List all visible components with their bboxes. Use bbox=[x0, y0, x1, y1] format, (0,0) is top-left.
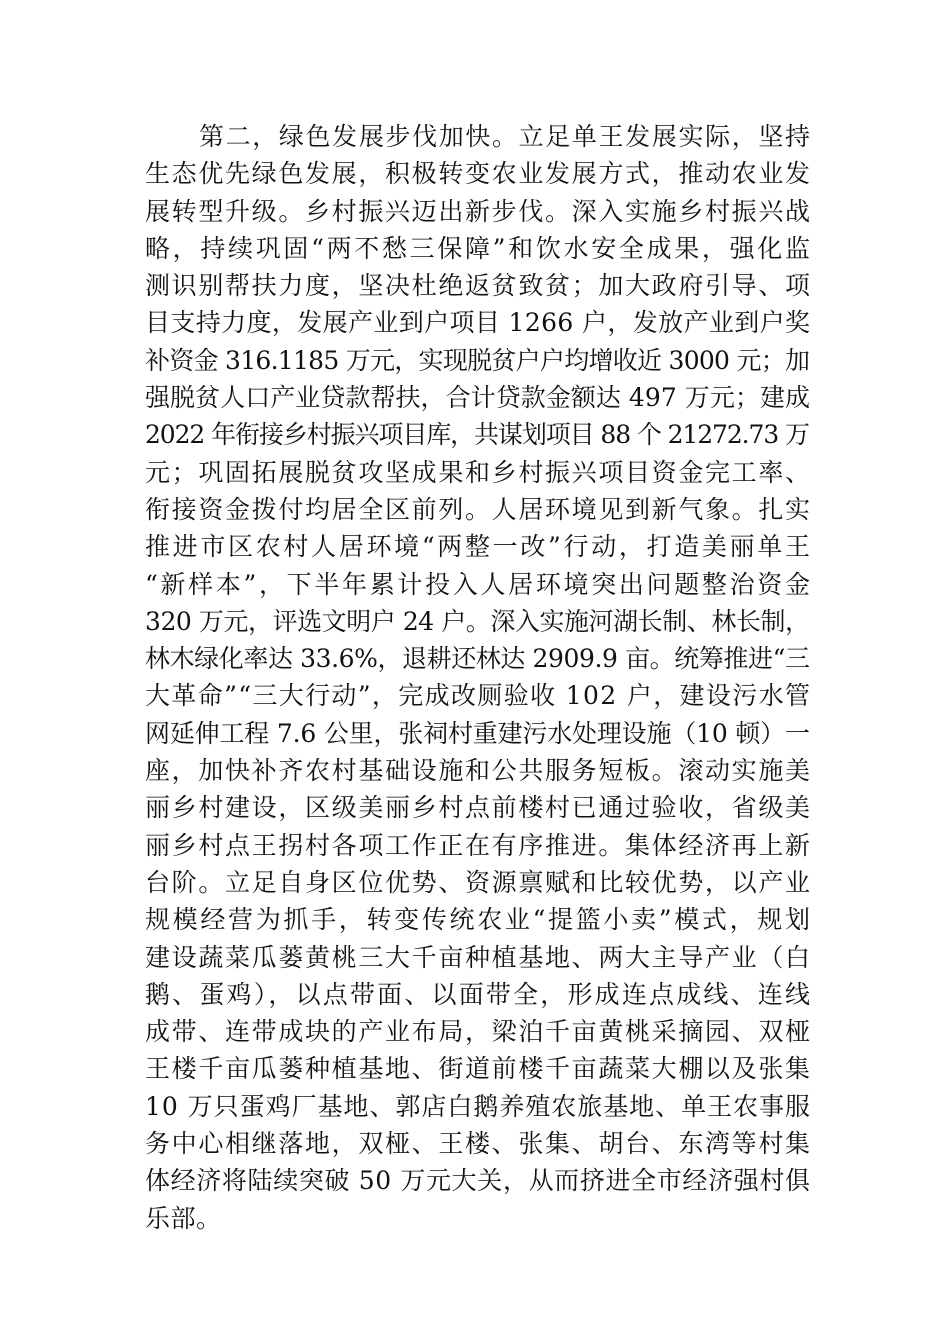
paragraph-line: 衔接资金拨付均居全区前列。人居环境见到新气象。扎实 bbox=[145, 494, 812, 524]
paragraph-line: 网延伸工程 7.6 公里，张祠村重建污水处理设施（10 顿）一 bbox=[145, 718, 810, 748]
paragraph-line: 强脱贫人口产业贷款帮扶，合计贷款金额达 497 万元；建成 bbox=[145, 383, 811, 413]
paragraph-line: 丽乡村建设，区级美丽乡村点前楼村已通过验收，省级美 bbox=[145, 793, 812, 823]
paragraph-line: 元；巩固拓展脱贫攻坚成果和乡村振兴项目资金完工率、 bbox=[145, 457, 812, 487]
paragraph-line: 丽乡村点王拐村各项工作正在有序推进。集体经济再上新 bbox=[145, 830, 812, 860]
paragraph-line: 生态优先绿色发展，积极转变农业发展方式，推动农业发 bbox=[145, 159, 812, 189]
paragraph-line: 2022 年衔接乡村振兴项目库，共谋划项目 88 个 21272.73 万 bbox=[145, 420, 809, 450]
paragraph-line: 务中心相继落地，双桠、王楼、张集、胡台、东湾等村集 bbox=[145, 1129, 812, 1159]
paragraph-line: “新样本”，下半年累计投入人居环境突出问题整治资金 bbox=[145, 569, 813, 599]
paragraph-line: 成带、连带成块的产业布局，梁泊千亩黄桃采摘园、双桠 bbox=[145, 1017, 812, 1047]
paragraph-line: 补资金 316.1185 万元，实现脱贫户户均增收近 3000 元；加 bbox=[145, 345, 810, 375]
paragraph-line: 目支持力度，发展产业到户项目 1266 户，发放产业到户奖 bbox=[145, 308, 811, 338]
paragraph-line: 略，持续巩固“两不愁三保障”和饮水安全成果，强化监 bbox=[145, 233, 813, 263]
paragraph-line: 推进市区农村人居环境“两整一改”行动，打造美丽单王 bbox=[145, 532, 813, 562]
paragraph-line: 规模经营为抓手，转变传统农业“提篮小卖”模式，规划 bbox=[145, 905, 813, 935]
body-paragraph bbox=[145, 118, 813, 1237]
paragraph-line: 第二，绿色发展步伐加快。立足单王发展实际，坚持 bbox=[199, 122, 812, 151]
paragraph-line: 台阶。立足自身区位优势、资源禀赋和比较优势，以产业 bbox=[145, 867, 812, 897]
paragraph-line: 体经济将陆续突破 50 万元大关，从而挤进全市经济强村俱 bbox=[145, 1166, 811, 1196]
paragraph-line: 鹅、蛋鸡），以点带面、以面带全，形成连点成线、连线 bbox=[145, 979, 813, 1009]
paragraph-line: 林木绿化率达 33.6%，退耕还林达 2909.9 亩。统筹推进“三 bbox=[145, 644, 810, 674]
paragraph-line: 乐部。 bbox=[145, 1203, 222, 1233]
paragraph-line: 座，加快补齐农村基础设施和公共服务短板。滚动实施美 bbox=[145, 756, 812, 786]
paragraph-line: 测识别帮扶力度，坚决杜绝返贫致贫；加大政府引导、项 bbox=[145, 271, 812, 301]
paragraph-line: 大革命”“三大行动”，完成改厕验收 102 户，建设污水管 bbox=[145, 681, 812, 711]
paragraph-line: 10 万只蛋鸡厂基地、郭店白鹅养殖农旅基地、单王农事服 bbox=[145, 1091, 811, 1121]
paragraph-line: 建设蔬菜瓜蒌黄桃三大千亩种植基地、两大主导产业（白 bbox=[145, 942, 812, 972]
paragraph-line: 展转型升级。乡村振兴迈出新步伐。深入实施乡村振兴战 bbox=[145, 196, 812, 226]
paragraph-line: 320 万元，评选文明户 24 户。深入实施河湖长制、林长制， bbox=[145, 606, 810, 636]
paragraph-line: 王楼千亩瓜蒌种植基地、街道前楼千亩蔬菜大棚以及张集 bbox=[145, 1054, 812, 1084]
